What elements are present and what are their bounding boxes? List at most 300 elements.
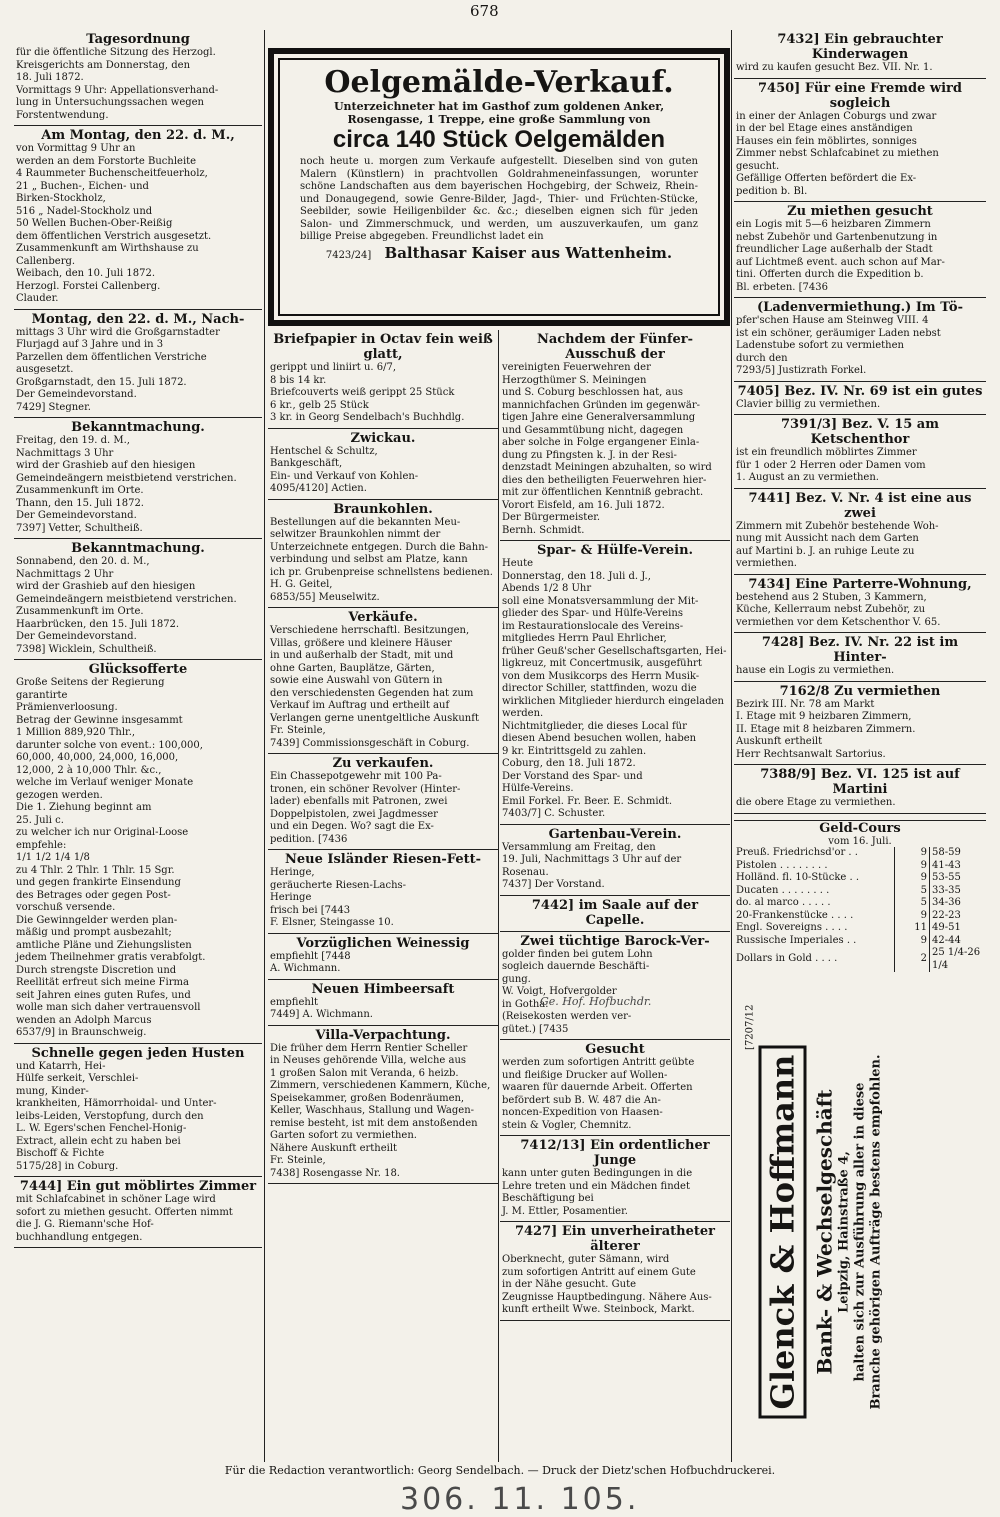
- column-rule: [264, 30, 265, 1462]
- ad-line: 7442] im Saale auf der Capelle.: [531, 897, 699, 928]
- ad-line: wolle man sich daher vertrauensvoll: [16, 1002, 201, 1013]
- ad-line: 6853/55] Meuselwitz.: [270, 591, 380, 603]
- ad-line: Clavier billig zu vermiethen.: [736, 398, 881, 410]
- ad-line: waaren für dauernde Arbeit. Offerten: [502, 1082, 693, 1093]
- ad-line: gesucht.: [736, 160, 780, 172]
- ad-line: golder finden bei gutem Lohn: [502, 948, 653, 960]
- oel-signature: [300, 243, 698, 263]
- ad-line: remise besteht, ist mit dem anstoßenden: [270, 1117, 478, 1129]
- ad-line: gung.: [502, 973, 531, 985]
- ad-line: H. G. Geitel,: [270, 579, 333, 590]
- ad-line: Hülfe serkeit, Verschlei-: [16, 1073, 139, 1084]
- ad-line: L. W. Egers'schen Fenchel-Honig-: [16, 1123, 187, 1134]
- ad-line: (Ladenvermiethung.) Im Tö-: [757, 300, 963, 315]
- ad-line: ligkreuz, mit Concertmusik, ausgeführt: [502, 658, 702, 669]
- ad-line: buchhandlung entgegen.: [16, 1231, 143, 1243]
- ad-line: 7388/9] Bez. VI. 125 ist auf Martini: [760, 767, 960, 797]
- ad-line: Lehre treten und ein Mädchen findet: [502, 1180, 690, 1192]
- rate-row: [734, 872, 986, 885]
- ad-line: Zimmern mit Zubehör bestehende Woh-: [736, 520, 939, 532]
- ad-line: Nachmittags 3 Uhr: [16, 447, 114, 459]
- ad-line: 1 großen Salon mit Veranda, 6 heizb.: [270, 1067, 459, 1079]
- ad-line: Thann, den 15. Juli 1872.: [16, 497, 144, 509]
- ad-line: 7434] Eine Parterre-Wohnung,: [748, 576, 972, 592]
- ad-line: nebst Zubehör und Gartenbenutzung in: [736, 231, 938, 243]
- ad-himbeer: [268, 980, 498, 1026]
- ad-line: Herzogthümer S. Meiningen: [502, 374, 647, 386]
- ad-line: Zu verkaufen.: [332, 756, 434, 771]
- page-number: 678: [470, 2, 499, 20]
- glenck-address: Leipzig, Hainstraße 4,: [836, 1151, 852, 1313]
- ad-line: darunter solche von event.: 100,000,: [16, 739, 203, 751]
- ad-line: mung, Kinder-: [16, 1085, 89, 1097]
- ad-line: wenden an Adolph Marcus: [16, 1014, 152, 1026]
- ad-line: zu 4 Thlr. 2 Thlr. 1 Thlr. 15 Sgr.: [16, 864, 175, 876]
- ad-line: Zu miethen gesucht: [787, 204, 933, 219]
- ad-line: 7439] Commissionsgeschäft in Coburg.: [270, 737, 470, 749]
- ad-line: in einer der Anlagen Coburgs und zwar: [736, 110, 937, 122]
- geld-table: [734, 847, 986, 972]
- ad-line: selwitzer Braunkohlen nimmt der: [270, 529, 441, 540]
- ad-line: 7432] Ein gebrauchter Kinderwagen: [777, 32, 943, 62]
- glenck-firm: Glenck & Hoffmann: [759, 1046, 807, 1419]
- ad-line: Der Gemeindevorstand.: [16, 631, 137, 642]
- ad-line: Zusammenkunft am Wirthshause zu: [16, 243, 199, 254]
- ad-line: Reellität erfreut sich meine Firma: [16, 977, 189, 988]
- ad-line: Fr. Steinle,: [270, 725, 326, 736]
- rate-cell: 58-59: [930, 847, 987, 860]
- ad-line: 516 „ Nadel-Stockholz und: [16, 205, 153, 217]
- ad-line: Heute: [502, 558, 534, 569]
- ad-line: empfiehlt [7448: [270, 950, 351, 962]
- ad-gesucht: [500, 1040, 730, 1136]
- ad-line: vorschuß versende.: [16, 902, 116, 913]
- rate-cell: 2: [895, 947, 930, 972]
- ad-line: Montag, den 22. d. M., Nach-: [31, 311, 245, 327]
- ad-line: und Gesammtübung nicht, dagegen: [502, 424, 684, 436]
- rate-row: [734, 947, 986, 972]
- ad-line: Zimmer nebst Schlafcabinet zu miethen: [736, 148, 939, 159]
- ad-line: 4095/4120] Actien.: [270, 483, 367, 494]
- ad-line: director Schiller, stattfinden, wozu die: [502, 683, 697, 694]
- bottom-handwriting: 306. 11. 105.: [400, 1482, 640, 1517]
- ad-line: vermiethen.: [736, 558, 797, 569]
- ad-line: von Vormittag 9 Uhr an: [16, 143, 136, 154]
- ad-line: 60,000, 40,000, 24,000, 16,000,: [16, 752, 179, 763]
- ad-line: Speisekammer, großen Bodenräumen,: [270, 1092, 465, 1104]
- ad-line: tronen, ein schöner Revolver (Hinter-: [270, 783, 461, 795]
- ad-line: 7391/3] Bez. V. 15 am Ketschenthor: [780, 417, 939, 447]
- ad-line: (Reisekosten werden ver-: [502, 1011, 632, 1022]
- ad-line: die J. G. Riemann'sche Hof-: [16, 1219, 154, 1230]
- rate-cell: Russische Imperiales . .: [736, 934, 857, 946]
- ad-line: Der Gemeindevorstand.: [16, 389, 137, 400]
- ad-line: gerippt und liniirt u. 6/7,: [270, 362, 397, 373]
- ad-junge: [500, 1136, 730, 1222]
- ad-line: Verkauf im Auftrag und ertheilt auf: [270, 700, 450, 711]
- rate-row: [734, 910, 986, 923]
- ad-line: empfehle:: [16, 839, 67, 851]
- ad-line: mit Schlafcabinet in schöner Lage wird: [16, 1194, 216, 1205]
- ad-line: bestehend aus 2 Stuben, 3 Kammern,: [736, 591, 927, 603]
- rate-row: [734, 922, 986, 935]
- ad-kinderwagen: [734, 30, 986, 79]
- oel-count: circa 140 Stück Oelgemälden: [332, 126, 666, 153]
- geld-title: Geld-Cours: [819, 821, 901, 836]
- ad-line: in der Nähe gesucht. Gute: [502, 1279, 637, 1290]
- ad-line: Vorort Eisfeld, am 16. Juli 1872.: [502, 499, 665, 511]
- ad-line: 7429] Stegner.: [16, 401, 91, 413]
- ad-line: 7437] Der Vorstand.: [502, 879, 605, 890]
- ad-line: Hauses ein fein möblirtes, sonniges: [736, 135, 917, 147]
- ad-line: in und außerhalb der Stadt, mit und: [270, 650, 454, 661]
- ad-islaender: [268, 850, 498, 934]
- ad-line: für 1 oder 2 Herren oder Damen vom: [736, 459, 926, 471]
- ad-line: Verkäufe.: [348, 610, 418, 625]
- ad-line: für die öffentliche Sitzung des Herzogl.: [16, 47, 216, 58]
- ad-line: Zimmern, verschiedenen Kammern, Küche,: [270, 1080, 491, 1091]
- ad-line: A. Wichmann.: [270, 963, 341, 974]
- ad-tagesordnung: [14, 30, 262, 126]
- ad-line: Gemeindeängern meistbietend verstrichen.: [16, 593, 237, 605]
- ad-line: 7438] Rosengasse Nr. 18.: [270, 1167, 400, 1179]
- ad-line: Villa-Verpachtung.: [315, 1027, 451, 1043]
- rate-cell: 11: [895, 922, 930, 935]
- ad-line: 7397] Vetter, Schultheiß.: [16, 522, 143, 534]
- ad-line: vereinigten Feuerwehren der: [502, 362, 651, 373]
- ad-line: Unterzeichnete entgegen. Durch die Bahn-: [270, 541, 489, 553]
- ad-line: 1/1 1/2 1/4 1/8: [16, 852, 90, 863]
- rate-cell: 9: [895, 935, 930, 948]
- ad-line: Bezirk III. Nr. 78 am Markt: [736, 698, 875, 710]
- ad-line: Zusammenkunft im Orte.: [16, 606, 144, 617]
- ad-line: in Neuses gehörende Villa, welche aus: [270, 1055, 467, 1066]
- rate-cell: Holländ. fl. 10-Stücke . .: [736, 872, 860, 883]
- ad-line: Briefcouverts weiß gerippt 25 Stück: [270, 387, 455, 398]
- ad-line: Großgarnstadt, den 15. Juli 1872.: [16, 376, 187, 388]
- ad-briefpapier: [268, 330, 498, 429]
- ad-line: J. M. Ettler, Posamentier.: [502, 1205, 628, 1217]
- ad-line: kann unter guten Bedingungen in die: [502, 1168, 693, 1179]
- ad-zimmer7444: [14, 1177, 262, 1248]
- ad-line: Gesucht: [585, 1042, 645, 1057]
- ad-line: Briefpapier in Octav fein weiß glatt,: [273, 332, 493, 362]
- ad-line: den verschiedensten Gegenden hat zum: [270, 687, 474, 699]
- rate-cell: 20-Frankenstücke . . . .: [736, 909, 854, 921]
- ad-line: noncen-Expedition von Haasen-: [502, 1107, 663, 1118]
- rate-cell: 5: [895, 897, 930, 910]
- ad-line: Parzellen dem öffentlichen Verstriche: [16, 351, 207, 363]
- handwritten-note: Ge. Hof. Hofbuchdr.: [540, 995, 652, 1008]
- ad-line: wirklichen Mitglieder hierdurch eingeladen: [502, 695, 724, 707]
- rate-cell: 53-55: [930, 872, 987, 885]
- ad-line: Vorzüglichen Weinessig: [296, 935, 470, 951]
- ad-line: Der Bürgermeister.: [502, 512, 601, 523]
- oelgemaelde-ad: [268, 48, 730, 326]
- ad-line: Oberknecht, guter Sämann, wird: [502, 1254, 670, 1265]
- ad-line: Neue Isländer Riesen-Fett-: [285, 852, 481, 867]
- ad-line: durch den: [736, 352, 788, 364]
- ad-line: mäßig und prompt ausbezahlt;: [16, 927, 172, 938]
- ad-line: welche im Verlauf weniger Monate: [16, 777, 194, 788]
- ad-line: kunft ertheilt Wwe. Steinbock, Markt.: [502, 1304, 695, 1315]
- ad-line: 1 Million 889,920 Thlr.,: [16, 727, 136, 738]
- glenck-hoffmann-ad: [742, 1005, 892, 1460]
- ad-line: II. Etage mit 8 heizbaren Zimmern.: [736, 723, 916, 735]
- ad-line: diesen Abend besuchen wollen, haben: [502, 733, 697, 744]
- ad-line: Gartenbau-Verein.: [548, 826, 682, 842]
- ad-line: 7427] Ein unverheiratheter älterer: [514, 1224, 716, 1254]
- ad-line: Durch strengste Discretion und: [16, 964, 177, 976]
- ad-weinessig: [268, 934, 498, 980]
- rate-cell: do. al marco . . . . .: [736, 897, 831, 908]
- geld-date: vom 16. Juli.: [828, 836, 892, 847]
- ad-line: lung in Untersuchungssachen wegen: [16, 97, 204, 108]
- ad-line: Neuen Himbeersaft: [311, 981, 455, 997]
- ad-line: gütet.) [7435: [502, 1023, 569, 1035]
- ad-line: Hülfe-Vereins.: [502, 783, 574, 794]
- ad-line: Hentschel & Schultz,: [270, 445, 378, 457]
- rate-cell: Preuß. Friedrichsd'or . .: [736, 847, 858, 858]
- ad-schnelle: [14, 1044, 262, 1178]
- ad-line: pfer'schen Hause am Steinweg VIII. 4: [736, 315, 929, 326]
- ad-line: mannichfachen Gründen im gegenwär-: [502, 399, 701, 411]
- ad-line: Der Vorstand des Spar- und: [502, 770, 643, 782]
- rate-row: [734, 935, 986, 948]
- ad-line: 7450] Für eine Fremde wird sogleich: [758, 80, 962, 111]
- rate-row: [734, 847, 986, 860]
- rate-cell: Dollars in Gold . . . .: [736, 953, 838, 965]
- ad-line: stein & Vogler, Chemnitz.: [502, 1119, 632, 1131]
- column-rule: [498, 330, 499, 1462]
- ad-line: und S. Coburg beschlossen hat, aus: [502, 387, 684, 398]
- rate-cell: Engl. Sovereigns . . . .: [736, 922, 848, 933]
- ad-ketschen: [734, 415, 986, 489]
- ad-line: Bankgeschäft,: [270, 458, 343, 469]
- ad-line: 7403/7] C. Schuster.: [502, 808, 606, 819]
- ad-line: zum sofortigen Antritt auf einem Gute: [502, 1266, 696, 1278]
- ad-line: im Restaurationslocale des Vereins-: [502, 620, 684, 632]
- ad-line: 6 kr., gelb 25 Stück: [270, 399, 369, 411]
- ad-line: und ein Degen. Wo? sagt die Ex-: [270, 821, 434, 832]
- ad-line: Coburg, den 18. Juli 1872.: [502, 758, 636, 769]
- ad-line: in Gotha.: [502, 998, 549, 1010]
- column-1: [14, 30, 262, 1462]
- ad-line: 1. August an zu vermiethen.: [736, 472, 879, 483]
- ad-line: 7444] Ein gut möblirtes Zimmer: [19, 1179, 257, 1194]
- ad-flurjagd: [14, 310, 262, 419]
- ad-line: und gegen frankirte Einsendung: [16, 877, 181, 888]
- rate-cell: Ducaten . . . . . . . .: [736, 884, 830, 896]
- ad-line: werden zum sofortigen Antritt geübte: [502, 1057, 695, 1068]
- rate-cell: 41-43: [930, 860, 987, 873]
- ad-line: dem öffentlichen Verstrich ausgesetzt.: [16, 230, 212, 242]
- ad-line: des Betrages oder gegen Post-: [16, 889, 171, 901]
- ad-line: frisch bei [7443: [270, 904, 351, 916]
- oel-body: noch heute u. morgen zum Verkaufe aufgestellt. Dieselben sind von guten Malern (Künstlern) in prachtvollen Goldrahmeneinfassungen, worunter schöne Landschaften aus dem bayerischen Hochgebirg, der Schweiz, Rhein- und Donaugegend, sowie Genre-Bilder, Jagd-, Thier- und Früchten-Stücke, Seebilder, sowie Heiligenbilder &c. &c.; dieselben eignen sich für jeden Salon- und Zimmerschmuck, und werden, um auszuverkaufen, um ganz billige Preise abgegeben. Freundlichst ladet ein: [300, 156, 698, 242]
- geld-cours: [734, 820, 986, 972]
- ad-line: 7162/8 Zu vermiethen: [779, 683, 941, 699]
- ad-line: Ein Chassepotgewehr mit 100 Pa-: [270, 771, 442, 782]
- oel-name: Balthasar Kaiser aus Wattenheim.: [384, 243, 673, 262]
- ad-line: pedition. [7436: [270, 833, 348, 845]
- ad-zuverkaufen: [268, 754, 498, 850]
- column-3: [500, 330, 730, 1462]
- ad-line: W. Voigt, Hofvergolder: [502, 986, 617, 997]
- ad-line: Auskunft ertheilt: [736, 736, 823, 747]
- ad-line: lader) ebenfalls mit Patronen, zwei: [270, 796, 448, 807]
- ad-braunkohlen: [268, 500, 498, 609]
- ad-line: auf Lichtmeß event. auch schon auf Mar-: [736, 256, 945, 268]
- ad-line: wird der Grashieb auf den hiesigen: [16, 460, 196, 471]
- ad-line: Flurjagd auf 3 Jahre und in 3: [16, 339, 164, 350]
- ad-line: Garten sofort zu vermiethen.: [270, 1130, 417, 1141]
- ad-line: tini. Offerten durch die Expedition b.: [736, 269, 924, 280]
- ad-line: Nichtmitglieder, die dieses Local für: [502, 720, 687, 732]
- ad-line: von dem Musikcorps des Herrn Musik-: [502, 670, 700, 682]
- rate-cell: 25 1/4-26 1/4: [930, 947, 987, 972]
- ad-line: Haarbrücken, den 15. Juli 1872.: [16, 618, 180, 630]
- ad-line: Ladenstube sofort zu vermiethen: [736, 340, 904, 351]
- ad-bek1: [14, 418, 262, 539]
- ad-zwickau: [268, 429, 498, 500]
- ad-klavier: [734, 382, 986, 416]
- ad-line: Heringe,: [270, 867, 315, 878]
- ad-line: 8 bis 14 kr.: [270, 374, 327, 386]
- rate-cell: 49-51: [930, 922, 987, 935]
- oel-title: Oelgemälde-Verkauf.: [324, 65, 674, 100]
- ad-line: Küche, Kellerraum nebst Zubehör, zu: [736, 604, 926, 615]
- ad-line: ohne Garten, Bauplätze, Gärten,: [270, 662, 435, 674]
- ad-line: Zusammenkunft im Orte.: [16, 485, 144, 496]
- ad-line: ist ein schöner, geräumiger Laden nebst: [736, 327, 941, 339]
- ad-logis: [734, 633, 986, 682]
- ad-line: Callenberg.: [16, 255, 76, 267]
- ad-line: wird zu kaufen gesucht Bez. VII. Nr. 1.: [736, 62, 933, 73]
- ad-line: Schnelle gegen jeden Husten: [31, 1045, 245, 1061]
- ad-line: F. Elsner, Steingasse 10.: [270, 917, 394, 928]
- ad-line: Weibach, den 10. Juli 1872.: [16, 268, 156, 279]
- ad-line: Prämienverloosung.: [16, 702, 118, 713]
- ad-line: Forstentwendung.: [16, 109, 109, 121]
- glenck-ref: [7207/12: [744, 1004, 756, 1050]
- ad-line: seit Jahren eines guten Rufes, und: [16, 989, 191, 1001]
- ad-line: in der bel Etage eines anständigen: [736, 123, 913, 134]
- ad-line: 19. Juli, Nachmittags 3 Uhr auf der: [502, 854, 682, 865]
- ad-line: freundlicher Lage außerhalb der Stadt: [736, 244, 933, 255]
- ad-line: Zeugnisse Hauptbedingung. Nähere Aus-: [502, 1291, 712, 1303]
- ad-line: Villas, größere und kleinere Häuser: [270, 637, 452, 649]
- ad-line: Bekanntmachung.: [71, 541, 205, 556]
- ad-spar: [500, 541, 730, 825]
- ad-line: Emil Forkel. Fr. Beer. E. Schmidt.: [502, 795, 673, 807]
- ad-line: Herr Rechtsanwalt Sartorius.: [736, 748, 886, 760]
- ad-line: 7398] Wicklein, Schultheiß.: [16, 643, 157, 655]
- ad-line: wird der Grashieb auf den hiesigen: [16, 581, 196, 592]
- ad-line: Clauder.: [16, 293, 59, 304]
- ad-line: Donnerstag, den 18. Juli d. J.,: [502, 570, 651, 582]
- ad-line: Bernh. Schmidt.: [502, 524, 585, 536]
- ad-line: Braunkohlen.: [333, 501, 433, 517]
- ad-verkaeufe: [268, 608, 498, 754]
- rate-cell: 9: [895, 910, 930, 923]
- glenck-line2: halten sich zur Ausführung aller in diese: [852, 1082, 868, 1382]
- ad-line: Bekanntmachung.: [71, 420, 205, 435]
- ad-gartenbau: [500, 825, 730, 896]
- ad-line: Doppelpistolen, zwei Jagdmesser: [270, 808, 438, 820]
- ad-line: Verschiedene herrschaftl. Besitzungen,: [270, 625, 470, 636]
- ad-line: Die früher dem Herrn Rentier Scheller: [270, 1042, 468, 1054]
- ad-villa: [268, 1026, 498, 1185]
- rate-cell: 34-36: [930, 897, 987, 910]
- ad-vergolder: [500, 932, 730, 1041]
- rate-cell: 33-35: [930, 885, 987, 898]
- ad-line: Freitag, den 19. d. M.,: [16, 435, 130, 446]
- ad-line: 7441] Bez. V. Nr. 4 ist eine aus zwei: [748, 490, 972, 521]
- ad-line: 7428] Bez. IV. Nr. 22 ist im Hinter-: [761, 635, 959, 665]
- ad-line: gezogen werden.: [16, 789, 103, 801]
- ad-line: sofort zu miethen gesucht. Offerten nimmt: [16, 1206, 233, 1218]
- ad-feuerwehr: [500, 330, 730, 541]
- ad-line: Keller, Waschhaus, Stallung und Wagen-: [270, 1105, 475, 1116]
- ad-line: Zwickau.: [350, 430, 416, 446]
- rate-cell: 9: [895, 872, 930, 885]
- ad-line: 4 Raummeter Buchenscheitfeuerholz,: [16, 168, 208, 179]
- ad-glueck: [14, 660, 262, 1044]
- ad-line: die obere Etage zu vermiethen.: [736, 797, 896, 808]
- ad-line: zu welcher ich nur Original-Loose: [16, 827, 189, 838]
- rate-cell: 22-23: [930, 910, 987, 923]
- ad-line: mitgliedes Herrn Paul Ehrlicher,: [502, 633, 667, 644]
- ad-line: glieder des Spar- und Hülfe-Vereins: [502, 608, 683, 619]
- ad-line: Beschäftigung bei: [502, 1193, 594, 1204]
- ad-line: 7412/13] Ein ordentlicher Junge: [520, 1138, 710, 1168]
- ad-line: 18. Juli 1872.: [16, 72, 84, 83]
- ad-line: werden an dem Forstorte Buchleite: [16, 155, 197, 167]
- glenck-line3: Branche gehörigen Aufträge bestens empfohlen.: [868, 1054, 884, 1410]
- ad-oberknecht: [500, 1222, 730, 1321]
- ad-line: 6537/9] in Braunschweig.: [16, 1027, 147, 1038]
- ad-line: Bl. erbeten. [7436: [736, 281, 829, 293]
- imprint-footer: Für die Redaction verantwortlich: Georg Sendelbach. — Druck der Dietz'schen Hofbuchdruckerei.: [224, 1464, 776, 1477]
- ad-line: 50 Wellen Buchen-Ober-Reißig: [16, 218, 173, 229]
- ad-line: 5175/28] in Coburg.: [16, 1160, 119, 1172]
- ad-line: Die Gewinngelder werden plan-: [16, 914, 178, 926]
- ad-line: verbindung und selbst am Platze, kann: [270, 554, 468, 565]
- ad-wohnung: [734, 489, 986, 575]
- rate-cell: Pistolen . . . . . . . .: [736, 859, 828, 871]
- ad-line: krankheiten, Hämorrhoidal- und Unter-: [16, 1098, 217, 1109]
- rate-row: [734, 885, 986, 898]
- rate-cell: 42-44: [930, 935, 987, 948]
- oel-ref: 7423/24]: [325, 249, 372, 261]
- ad-line: und fleißige Drucker auf Wollen-: [502, 1069, 668, 1081]
- ad-zumiethen: [734, 202, 986, 298]
- rate-row: [734, 897, 986, 910]
- oel-intro: Unterzeichneter hat im Gasthof zum goldenen Anker, Rosengasse, 1 Treppe, eine große Sammlung von: [333, 100, 665, 126]
- column-rule: [731, 30, 732, 1462]
- ad-line: Tagesordnung: [86, 32, 190, 47]
- rate-cell: 9: [895, 860, 930, 873]
- ad-line: soll eine Monatsversammlung der Mit-: [502, 595, 699, 607]
- ad-line: Kreisgerichts am Donnerstag, den: [16, 59, 191, 71]
- ad-line: amtliche Pläne und Ziehungslisten: [16, 939, 192, 951]
- ad-line: 12,000, 2 à 10,000 Thlr. &c.,: [16, 764, 162, 776]
- ad-parterre: [734, 575, 986, 634]
- ad-line: sowie eine Auswahl von Gütern in: [270, 675, 443, 686]
- ad-line: geräucherte Riesen-Lachs-: [270, 879, 407, 891]
- ad-line: 3 kr. in Georg Sendelbach's Buchhdlg.: [270, 412, 465, 423]
